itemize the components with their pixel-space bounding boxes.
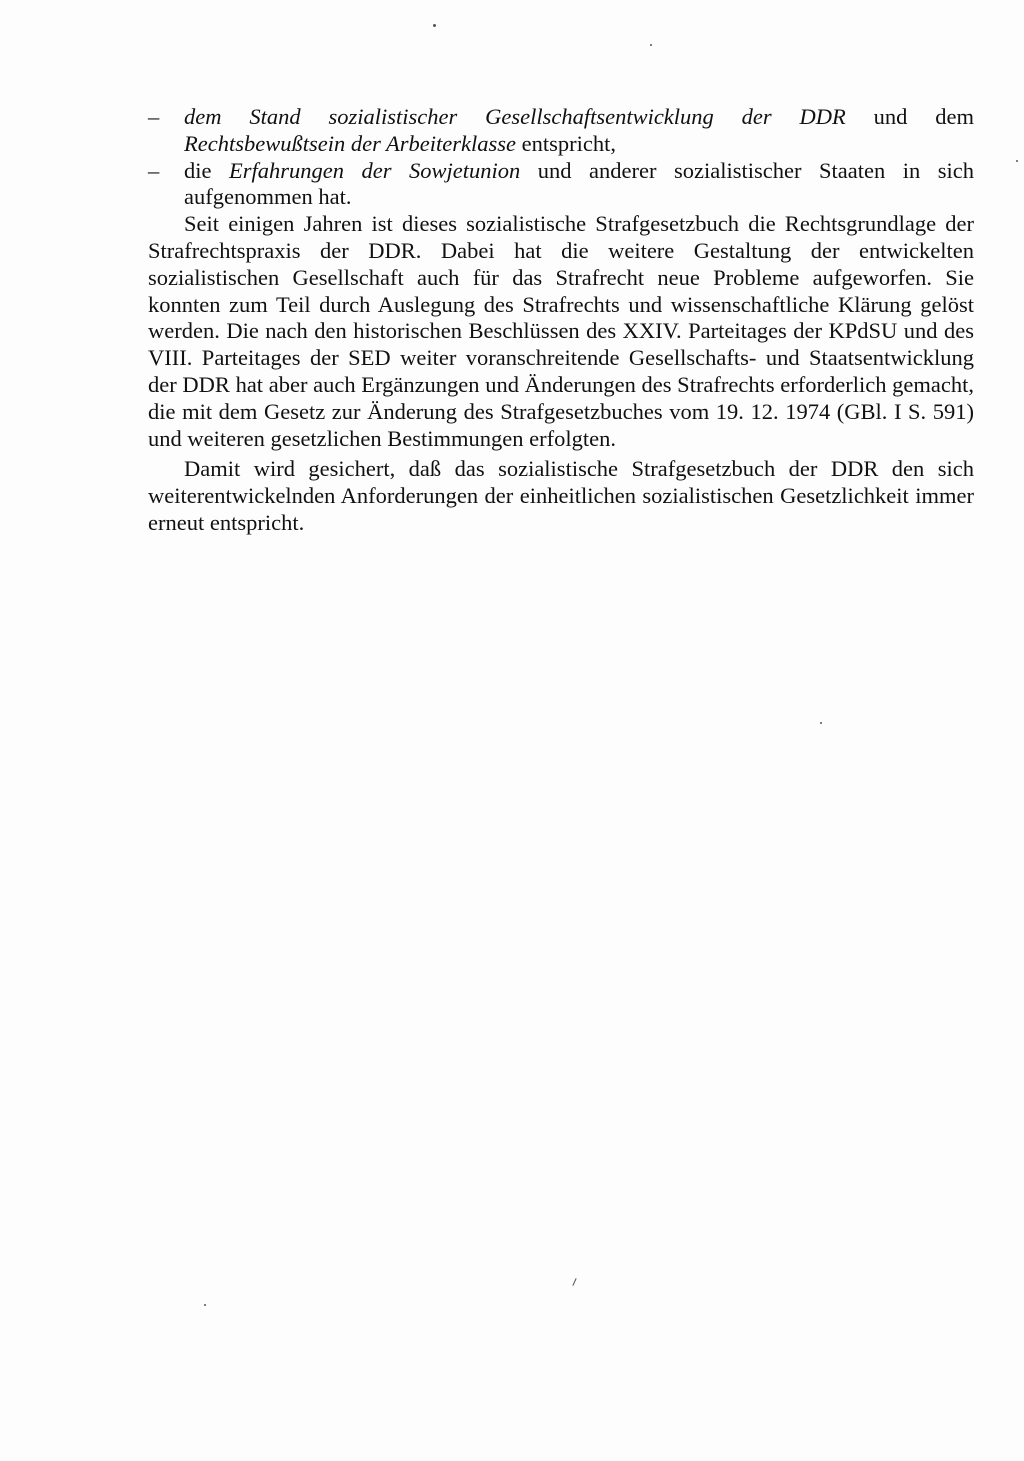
- scan-speck: [820, 722, 822, 724]
- body-text: [148, 104, 974, 537]
- bullet-item: [148, 104, 974, 158]
- emphasis-text: Erfahrungen der Sowjetunion: [229, 157, 521, 183]
- bullet-text: und dem: [845, 104, 974, 129]
- bullet-dash: –: [148, 157, 160, 183]
- bullet-dash: –: [148, 104, 160, 129]
- bullet-text: entspricht,: [516, 130, 617, 156]
- scan-speck: [204, 1304, 206, 1306]
- paragraph: Seit einigen Jahren ist dieses sozialistische Strafgesetzbuch die Rechtsgrundlage der Strafrechtspraxis der DDR. Dabei hat die weitere Gestaltung der entwickelten sozialistischen Gesellschaft auch für das Strafrecht neue Probleme aufgeworfen. Sie konnten zum Teil durch Auslegung des Strafrechts und wissenschaftliche Klärung gelöst werden. Die nach den historischen Beschlüssen des XXIV. Parteitages der KPdSU und des VIII. Parteitages der SED weiter voranschreitende Gesellschafts- und Staatsentwicklung der DDR hat aber auch Ergänzungen und Änderungen des Strafrechts erforderlich gemacht, die mit dem Gesetz zur Änderung des Strafgesetzbuches vom 19. 12. 1974 (GBl. I S. 591) und weiteren gesetzlichen Bestimmungen erfolgten.: [148, 211, 974, 451]
- emphasis-text: dem Stand sozialistischer Gesellschaftsentwicklung der DDR: [184, 104, 846, 129]
- bullet-text: und anderer sozialistischer Staaten in sich aufgenommen hat.: [184, 157, 974, 210]
- scan-speck: [650, 44, 652, 46]
- scan-speck: [572, 1278, 576, 1286]
- emphasis-text: Rechtsbewußtsein der Arbeiterklasse: [184, 130, 517, 156]
- scan-speck: [1016, 160, 1018, 162]
- bullet-item: [148, 158, 974, 212]
- paragraph: Damit wird gesichert, daß das sozialistische Strafgesetzbuch der DDR den sich weiterentwickelnden Anforderungen der einheitlichen sozialistischen Gesetzlichkeit immer erneut entspricht.: [148, 456, 974, 535]
- bullet-text: die: [184, 157, 230, 183]
- scan-speck: [433, 24, 436, 27]
